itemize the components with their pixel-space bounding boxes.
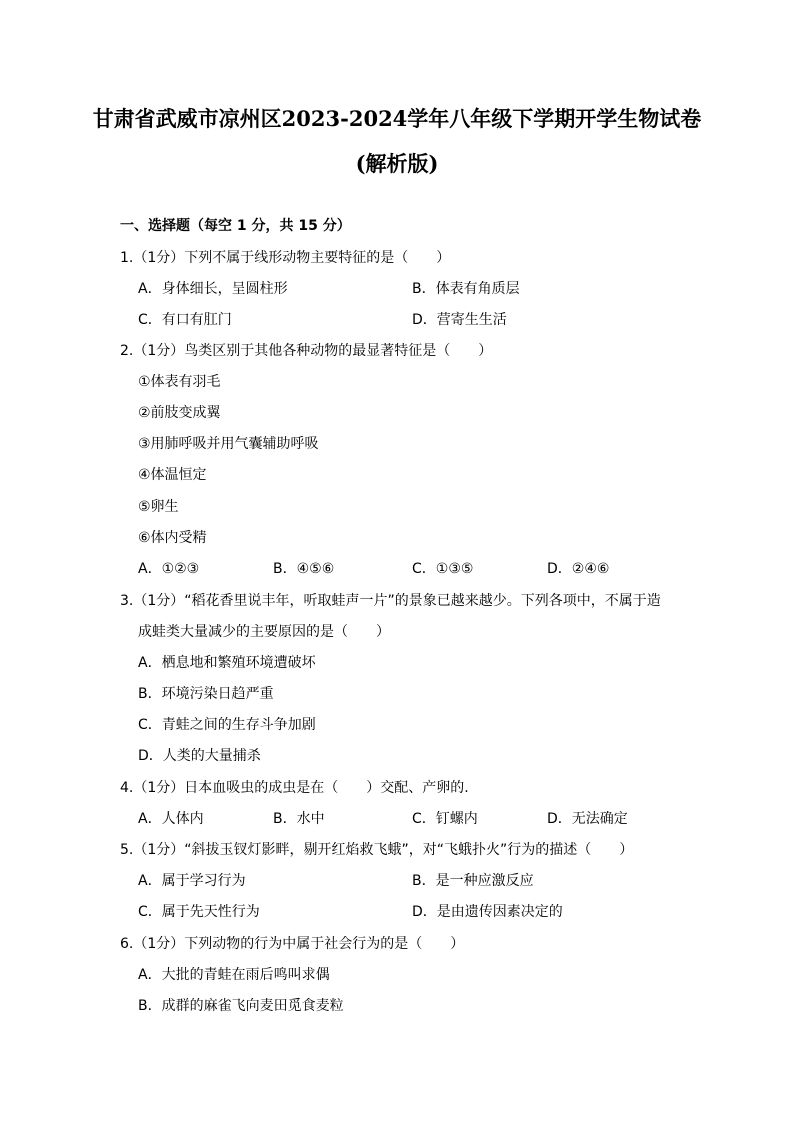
question-3-option-d: D．人类的大量捕杀 — [138, 748, 261, 764]
question-2-option-b: B．④⑤⑥ — [273, 561, 335, 577]
question-5-stem: 5.（1分）“斜拔玉钗灯影畔，剔开红焰救飞蛾”，对“飞蛾扑火”行为的描述（ ） — [120, 842, 634, 858]
question-3-stem-line-1: 3.（1分）“稻花香里说丰年，听取蛙声一片”的景象已越来越少。下列各项中，不属于造 — [120, 593, 661, 609]
question-4-stem: 4.（1分）日本血吸虫的成虫是在（ ）交配、产卵的. — [120, 780, 469, 796]
question-2-item-6: ⑥体内受精 — [138, 530, 207, 546]
question-1-option-c: C．有口有肛门 — [138, 312, 232, 328]
question-3-option-c: C．青蛙之间的生存斗争加剧 — [138, 717, 316, 733]
question-4-option-c: C．钉螺内 — [412, 811, 478, 827]
question-2-option-a: A．①②③ — [138, 561, 200, 577]
question-2-item-1: ①体表有羽毛 — [138, 374, 221, 390]
document-title-line-1: 甘肃省武威市凉州区2023-2024学年八年级下学期开学生物试卷 — [92, 106, 702, 131]
section-heading: 一、选择题（每空 1 分，共 15 分） — [120, 218, 351, 234]
question-6-option-b: B．成群的麻雀飞向麦田觅食麦粒 — [138, 998, 344, 1014]
document-title-line-2: (解析版) — [355, 151, 439, 176]
question-1-option-a: A．身体细长，呈圆柱形 — [138, 281, 288, 297]
question-2-item-4: ④体温恒定 — [138, 467, 207, 483]
question-5-option-a: A．属于学习行为 — [138, 873, 246, 889]
question-2-stem: 2.（1分）鸟类区别于其他各种动物的最显著特征是（ ） — [120, 343, 493, 359]
question-2-option-d: D．②④⑥ — [547, 561, 610, 577]
question-4-option-b: B．水中 — [273, 811, 325, 827]
question-2-item-3: ③用肺呼吸并用气囊辅助呼吸 — [138, 436, 319, 452]
question-1-stem: 1.（1分）下列不属于线形动物主要特征的是（ ） — [120, 250, 451, 266]
question-3-stem-line-2: 成蛙类大量减少的主要原因的是（ ） — [138, 624, 390, 640]
question-6-option-a: A．大批的青蛙在雨后鸣叫求偶 — [138, 967, 330, 983]
question-2-item-2: ②前肢变成翼 — [138, 405, 221, 421]
question-4-option-d: D．无法确定 — [547, 811, 628, 827]
question-5-option-b: B．是一种应激反应 — [412, 873, 534, 889]
question-1-option-b: B．体表有角质层 — [412, 281, 520, 297]
question-1-option-d: D．营寄生生活 — [412, 312, 507, 328]
question-5-option-d: D．是由遗传因素决定的 — [412, 904, 563, 920]
question-3-option-b: B．环境污染日趋严重 — [138, 686, 274, 702]
question-2-item-5: ⑤卵生 — [138, 499, 179, 515]
question-5-option-c: C．属于先天性行为 — [138, 904, 260, 920]
question-2-option-c: C．①③⑤ — [412, 561, 474, 577]
question-4-option-a: A．人体内 — [138, 811, 204, 827]
question-3-option-a: A．栖息地和繁殖环境遭破坏 — [138, 655, 316, 671]
question-6-stem: 6.（1分）下列动物的行为中属于社会行为的是（ ） — [120, 936, 465, 952]
